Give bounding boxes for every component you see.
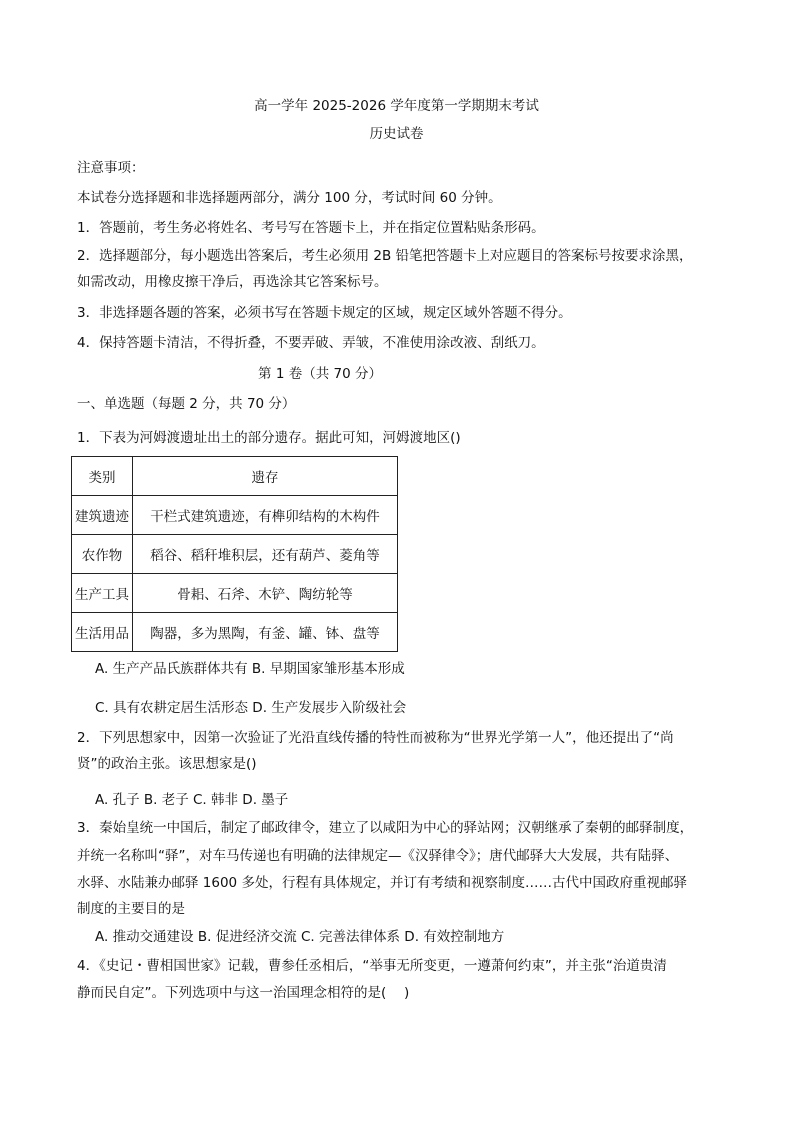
table-cell: 生活用品 xyxy=(72,613,133,652)
notice-item: 如需改动，用橡皮擦干净后，再选涂其它答案标号。 xyxy=(77,274,388,290)
notice-item: 2．选择题部分，每小题选出答案后，考生必须用 2B 铅笔把答题卡上对应题目的答案标号按要求涂黑， xyxy=(77,248,693,264)
q3-stem: 制度的主要目的是 xyxy=(77,901,185,917)
table-row xyxy=(72,496,398,535)
q1-options: A. 生产产品氏族群体共有 B. 早期国家雏形基本形成 xyxy=(95,661,405,677)
q3-options: A. 推动交通建设 B. 促进经济交流 C. 完善法律体系 D. 有效控制地方 xyxy=(95,929,505,945)
q2-stem: 2．下列思想家中，因第一次验证了光沿直线传播的特性而被称为“世界光学第一人”，他还提出了“尚 xyxy=(77,730,674,746)
table-cell: 建筑遗迹 xyxy=(72,496,133,535)
table-row xyxy=(72,535,398,574)
notice-intro: 本试卷分选择题和非选择题两部分，满分 100 分，考试时间 60 分钟。 xyxy=(77,190,502,206)
notice-heading: 注意事项： xyxy=(77,160,145,176)
volume-heading: 第 1 卷（共 70 分） xyxy=(258,366,382,382)
q1-options: C. 具有农耕定居生活形态 D. 生产发展步入阶级社会 xyxy=(95,700,407,716)
exam-subject: 历史试卷 xyxy=(369,126,424,142)
notice-item: 1．答题前，考生务必将姓名、考号写在答题卡上，并在指定位置粘贴条形码。 xyxy=(77,220,545,236)
table-header-row xyxy=(72,457,398,496)
exam-title: 高一学年 2025-2026 学年度第一学期期末考试 xyxy=(254,98,539,114)
notice-item: 4．保持答题卡清洁，不得折叠，不要弄破、弄皱，不准使用涂改液、刮纸刀。 xyxy=(77,335,545,351)
table-cell: 陶器，多为黑陶，有釜、罐、钵、盘等 xyxy=(133,613,398,652)
table-row xyxy=(72,613,398,652)
q3-stem: 水驿、水陆兼办邮驿 1600 多处，行程有具体规定，并订有考绩和视察制度……古代中国政府重视邮驿 xyxy=(77,875,687,891)
table-cell: 稻谷、稻秆堆积层，还有葫芦、菱角等 xyxy=(133,535,398,574)
table-row xyxy=(72,574,398,613)
q2-stem: 贤”的政治主张。该思想家是() xyxy=(77,756,257,772)
table-cell: 生产工具 xyxy=(72,574,133,613)
q3-stem: 并统一名称叫“驿”，对车马传递也有明确的法律规定—《汉驿律令》；唐代邮驿大大发展，共有陆驿、 xyxy=(77,848,679,864)
section-heading: 一、单选题（每题 2 分，共 70 分） xyxy=(77,396,296,412)
table-header-cell: 类别 xyxy=(72,457,133,496)
q4-stem: 4．《史记・曹相国世家》记载，曹参任丞相后，“举事无所变更，一遵萧何约束”，并主张“治道贵清 xyxy=(77,958,667,974)
q1-stem: 1．下表为河姆渡遗址出土的部分遗存。据此可知，河姆渡地区() xyxy=(77,430,461,446)
notice-item: 3．非选择题各题的答案，必须书写在答题卡规定的区域，规定区域外答题不得分。 xyxy=(77,305,572,321)
q2-options: A. 孔子 B. 老子 C. 韩非 D. 墨子 xyxy=(95,792,289,808)
table-header-cell: 遗存 xyxy=(133,457,398,496)
relics-table xyxy=(71,456,398,652)
q3-stem: 3．秦始皇统一中国后，制定了邮政律令，建立了以咸阳为中心的驿站网；汉朝继承了秦朝的邮驿制度， xyxy=(77,820,694,836)
table-cell: 骨耜、石斧、木铲、陶纺轮等 xyxy=(133,574,398,613)
table-cell: 农作物 xyxy=(72,535,133,574)
table-cell: 干栏式建筑遗迹，有榫卯结构的木构件 xyxy=(133,496,398,535)
q4-stem: 静而民自定”。下列选项中与这一治国理念相符的是( ) xyxy=(77,985,410,1001)
